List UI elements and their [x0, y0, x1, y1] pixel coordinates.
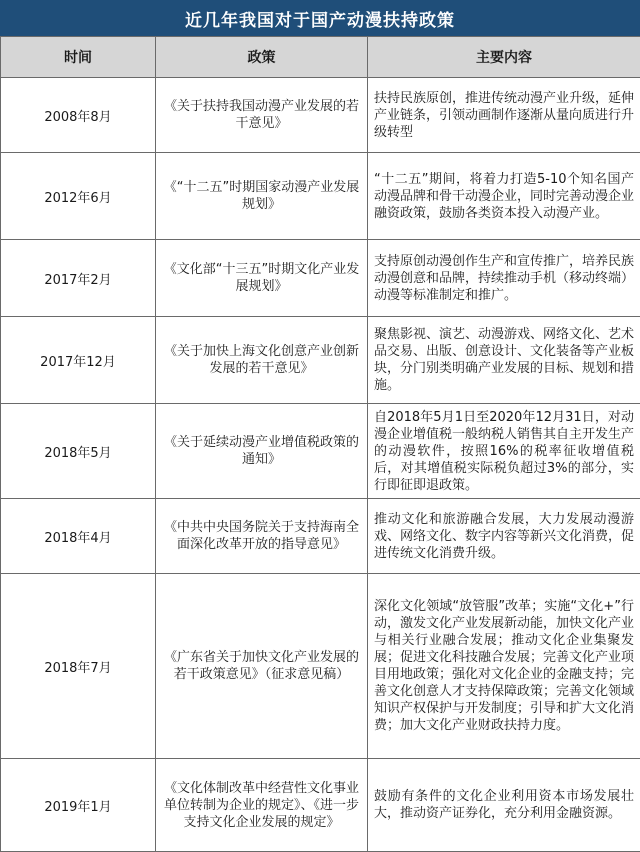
row-time: 2018年4月 — [1, 499, 156, 574]
row-policy: 《关于延续动漫产业增值税政策的通知》 — [156, 404, 368, 499]
header-time: 时间 — [1, 37, 156, 78]
row-policy: 《广东省关于加快文化产业发展的若干政策意见》（征求意见稿） — [156, 574, 368, 759]
row-content: 聚焦影视、演艺、动漫游戏、网络文化、艺术品交易、出版、创意设计、文化装备等产业板块，分门别类明确产业发展的目标、规划和措施。 — [368, 317, 640, 404]
row-policy: 《“十二五”时期国家动漫产业发展规划》 — [156, 153, 368, 240]
row-time: 2017年2月 — [1, 240, 156, 317]
table-row — [1, 153, 640, 240]
row-content: 扶持民族原创，推进传统动漫产业升级，延伸产业链条，引领动画制作逐渐从量向质进行升级转型 — [368, 78, 640, 153]
row-content: 自2018年5月1日至2020年12月31日，对动漫企业增值税一般纳税人销售其自主开发生产的动漫软件，按照16%的税率征收增值税后，对其增值税实际税负超过3%的部分，实行即征即退政策。 — [368, 404, 640, 499]
row-policy: 《中共中央国务院关于支持海南全面深化改革开放的指导意见》 — [156, 499, 368, 574]
table-row — [1, 404, 640, 499]
row-content: “十二五”期间，将着力打造5-10个知名国产动漫品牌和骨干动漫企业，同时完善动漫企业融资政策，鼓励各类资本投入动漫产业。 — [368, 153, 640, 240]
header-content: 主要内容 — [368, 37, 640, 78]
row-time: 2018年5月 — [1, 404, 156, 499]
policy-table — [0, 36, 640, 852]
row-policy: 《文化部“十三五”时期文化产业发展规划》 — [156, 240, 368, 317]
table-row — [1, 317, 640, 404]
table-title: 近几年我国对于国产动漫扶持政策 — [0, 0, 640, 36]
row-content: 深化文化领域“放管服”改革；实施“文化+”行动，激发文化产业发展新动能，加快文化产业与相关行业融合发展；推动文化企业集聚发展；促进文化科技融合发展；完善文化产业项目用地政策；强化对文化企业的金融支持；完善文化创意人才支持保障政策；完善文化领域知识产权保护与开发制度；引导和扩大文化消费；加大文化产业财政扶持力度。 — [368, 574, 640, 759]
row-policy: 《文化体制改革中经营性文化事业单位转制为企业的规定》、《进一步支持文化企业发展的规定》 — [156, 759, 368, 852]
header-row — [1, 37, 640, 78]
table-row — [1, 78, 640, 153]
row-time: 2008年8月 — [1, 78, 156, 153]
row-content: 鼓励有条件的文化企业利用资本市场发展壮大，推动资产证券化，充分利用金融资源。 — [368, 759, 640, 852]
row-content: 支持原创动漫创作生产和宣传推广，培养民族动漫创意和品牌，持续推动手机（移动终端）动漫等标准制定和推广。 — [368, 240, 640, 317]
row-time: 2018年7月 — [1, 574, 156, 759]
table-row — [1, 499, 640, 574]
table-row — [1, 759, 640, 852]
row-content: 推动文化和旅游融合发展，大力发展动漫游戏、网络文化、数字内容等新兴文化消费，促进传统文化消费升级。 — [368, 499, 640, 574]
row-policy: 《关于加快上海文化创意产业创新发展的若干意见》 — [156, 317, 368, 404]
header-policy: 政策 — [156, 37, 368, 78]
table-row — [1, 240, 640, 317]
row-time: 2012年6月 — [1, 153, 156, 240]
table-row — [1, 574, 640, 759]
row-time: 2019年1月 — [1, 759, 156, 852]
row-time: 2017年12月 — [1, 317, 156, 404]
row-policy: 《关于扶持我国动漫产业发展的若干意见》 — [156, 78, 368, 153]
